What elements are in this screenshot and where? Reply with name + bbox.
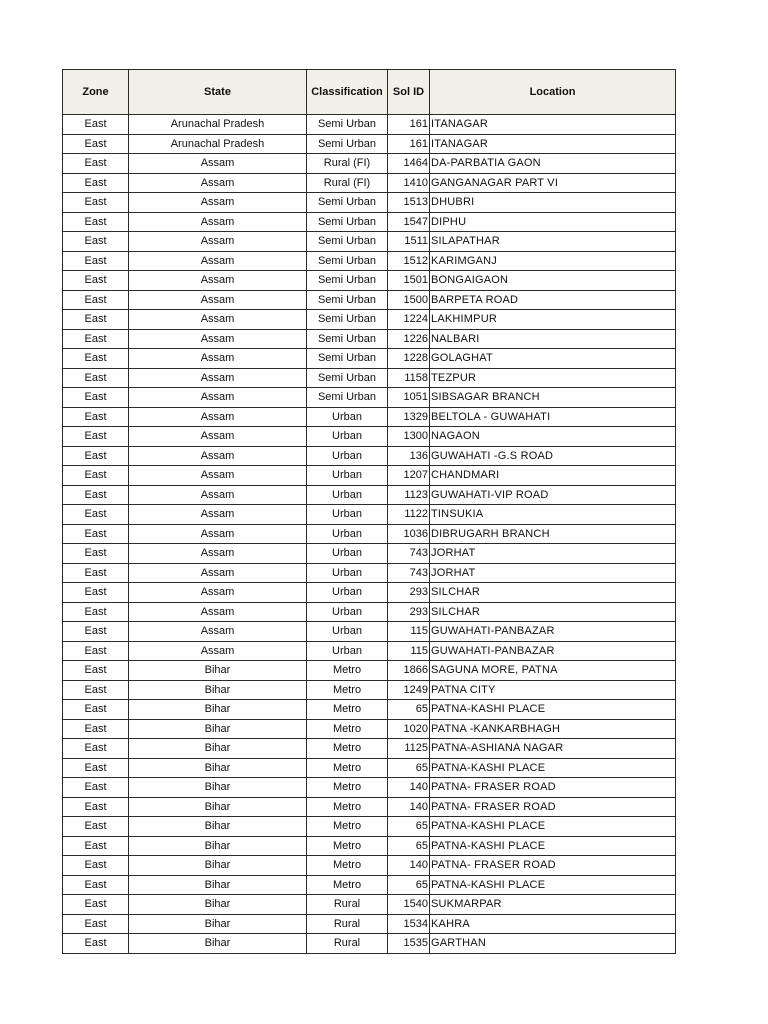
table-row <box>63 290 676 310</box>
cell-classification: Metro <box>307 719 388 739</box>
cell-location: GANGANAGAR PART VI <box>430 173 676 193</box>
cell-classification: Urban <box>307 563 388 583</box>
cell-zone: East <box>63 212 129 232</box>
cell-sol-id: 1122 <box>388 505 430 525</box>
table-row <box>63 661 676 681</box>
cell-state: Assam <box>129 485 307 505</box>
cell-location: PATNA-KASHI PLACE <box>430 836 676 856</box>
table-row <box>63 739 676 759</box>
cell-state: Assam <box>129 251 307 271</box>
table-row <box>63 407 676 427</box>
cell-location: TINSUKIA <box>430 505 676 525</box>
cell-sol-id: 1547 <box>388 212 430 232</box>
table-row <box>63 836 676 856</box>
cell-classification: Semi Urban <box>307 193 388 213</box>
cell-location: PATNA-KASHI PLACE <box>430 700 676 720</box>
cell-zone: East <box>63 349 129 369</box>
cell-location: BONGAIGAON <box>430 271 676 291</box>
cell-state: Bihar <box>129 914 307 934</box>
cell-classification: Metro <box>307 797 388 817</box>
header-state: State <box>129 70 307 115</box>
header-location: Location <box>430 70 676 115</box>
cell-zone: East <box>63 524 129 544</box>
cell-state: Assam <box>129 602 307 622</box>
cell-location: PATNA-ASHIANA NAGAR <box>430 739 676 759</box>
cell-state: Assam <box>129 446 307 466</box>
table-row <box>63 173 676 193</box>
cell-classification: Semi Urban <box>307 329 388 349</box>
table-row <box>63 758 676 778</box>
table-row <box>63 212 676 232</box>
cell-location: DA-PARBATIA GAON <box>430 154 676 174</box>
header-zone: Zone <box>63 70 129 115</box>
cell-zone: East <box>63 485 129 505</box>
cell-location: GOLAGHAT <box>430 349 676 369</box>
cell-location: ITANAGAR <box>430 134 676 154</box>
cell-classification: Semi Urban <box>307 115 388 135</box>
cell-sol-id: 161 <box>388 134 430 154</box>
cell-sol-id: 1300 <box>388 427 430 447</box>
cell-location: PATNA- FRASER ROAD <box>430 778 676 798</box>
cell-sol-id: 743 <box>388 563 430 583</box>
cell-state: Assam <box>129 193 307 213</box>
cell-state: Bihar <box>129 758 307 778</box>
cell-state: Assam <box>129 407 307 427</box>
table-body <box>63 115 676 954</box>
cell-classification: Rural (FI) <box>307 173 388 193</box>
cell-location: PATNA-KASHI PLACE <box>430 758 676 778</box>
cell-location: GARTHAN <box>430 934 676 954</box>
cell-location: SILAPATHAR <box>430 232 676 252</box>
cell-state: Assam <box>129 173 307 193</box>
cell-state: Assam <box>129 290 307 310</box>
cell-location: BELTOLA - GUWAHATI <box>430 407 676 427</box>
table-row <box>63 427 676 447</box>
cell-zone: East <box>63 836 129 856</box>
cell-location: TEZPUR <box>430 368 676 388</box>
cell-state: Bihar <box>129 895 307 915</box>
cell-location: GUWAHATI-PANBAZAR <box>430 641 676 661</box>
table-row <box>63 271 676 291</box>
cell-sol-id: 1036 <box>388 524 430 544</box>
cell-classification: Metro <box>307 836 388 856</box>
cell-state: Bihar <box>129 934 307 954</box>
cell-classification: Rural <box>307 895 388 915</box>
cell-location: GUWAHATI -G.S ROAD <box>430 446 676 466</box>
cell-zone: East <box>63 680 129 700</box>
cell-classification: Semi Urban <box>307 368 388 388</box>
cell-state: Assam <box>129 329 307 349</box>
cell-sol-id: 65 <box>388 700 430 720</box>
cell-location: SIBSAGAR BRANCH <box>430 388 676 408</box>
table-row <box>63 602 676 622</box>
table-row <box>63 524 676 544</box>
cell-sol-id: 161 <box>388 115 430 135</box>
cell-state: Bihar <box>129 817 307 837</box>
cell-state: Bihar <box>129 778 307 798</box>
cell-classification: Metro <box>307 739 388 759</box>
cell-zone: East <box>63 895 129 915</box>
table-row <box>63 466 676 486</box>
cell-location: CHANDMARI <box>430 466 676 486</box>
cell-state: Bihar <box>129 700 307 720</box>
cell-zone: East <box>63 758 129 778</box>
cell-classification: Metro <box>307 680 388 700</box>
cell-zone: East <box>63 329 129 349</box>
cell-classification: Urban <box>307 544 388 564</box>
cell-classification: Urban <box>307 466 388 486</box>
cell-classification: Urban <box>307 446 388 466</box>
table-row <box>63 680 676 700</box>
cell-zone: East <box>63 505 129 525</box>
cell-classification: Metro <box>307 817 388 837</box>
cell-sol-id: 115 <box>388 641 430 661</box>
cell-state: Bihar <box>129 739 307 759</box>
table-row <box>63 251 676 271</box>
table-row <box>63 856 676 876</box>
cell-zone: East <box>63 817 129 837</box>
cell-sol-id: 140 <box>388 797 430 817</box>
table-row <box>63 914 676 934</box>
cell-sol-id: 293 <box>388 583 430 603</box>
cell-location: PATNA -KANKARBHAGH <box>430 719 676 739</box>
cell-zone: East <box>63 427 129 447</box>
cell-zone: East <box>63 407 129 427</box>
cell-location: PATNA- FRASER ROAD <box>430 856 676 876</box>
table-row <box>63 388 676 408</box>
cell-classification: Semi Urban <box>307 232 388 252</box>
cell-classification: Urban <box>307 524 388 544</box>
table-row <box>63 368 676 388</box>
cell-state: Bihar <box>129 661 307 681</box>
cell-location: SUKMARPAR <box>430 895 676 915</box>
cell-sol-id: 1535 <box>388 934 430 954</box>
cell-zone: East <box>63 251 129 271</box>
cell-zone: East <box>63 154 129 174</box>
cell-state: Assam <box>129 524 307 544</box>
table-row <box>63 700 676 720</box>
table-row <box>63 232 676 252</box>
cell-sol-id: 1500 <box>388 290 430 310</box>
cell-zone: East <box>63 173 129 193</box>
cell-sol-id: 1228 <box>388 349 430 369</box>
cell-classification: Metro <box>307 856 388 876</box>
cell-classification: Semi Urban <box>307 388 388 408</box>
cell-zone: East <box>63 232 129 252</box>
cell-sol-id: 1464 <box>388 154 430 174</box>
cell-zone: East <box>63 719 129 739</box>
cell-zone: East <box>63 368 129 388</box>
table-row <box>63 875 676 895</box>
cell-zone: East <box>63 797 129 817</box>
cell-zone: East <box>63 544 129 564</box>
cell-sol-id: 1249 <box>388 680 430 700</box>
cell-sol-id: 1512 <box>388 251 430 271</box>
cell-zone: East <box>63 290 129 310</box>
cell-zone: East <box>63 583 129 603</box>
cell-location: DHUBRI <box>430 193 676 213</box>
cell-sol-id: 1226 <box>388 329 430 349</box>
cell-sol-id: 1513 <box>388 193 430 213</box>
table-row <box>63 505 676 525</box>
table-row <box>63 563 676 583</box>
table-row <box>63 154 676 174</box>
table-row <box>63 310 676 330</box>
cell-zone: East <box>63 563 129 583</box>
cell-location: SILCHAR <box>430 583 676 603</box>
cell-state: Arunachal Pradesh <box>129 115 307 135</box>
cell-sol-id: 1020 <box>388 719 430 739</box>
cell-classification: Semi Urban <box>307 251 388 271</box>
cell-state: Assam <box>129 427 307 447</box>
cell-location: ITANAGAR <box>430 115 676 135</box>
cell-sol-id: 1224 <box>388 310 430 330</box>
cell-sol-id: 1158 <box>388 368 430 388</box>
cell-classification: Metro <box>307 700 388 720</box>
cell-state: Assam <box>129 349 307 369</box>
cell-state: Bihar <box>129 875 307 895</box>
branch-table <box>62 69 676 954</box>
cell-state: Assam <box>129 583 307 603</box>
cell-classification: Semi Urban <box>307 212 388 232</box>
header-classification: Classification <box>307 70 388 115</box>
cell-sol-id: 1511 <box>388 232 430 252</box>
cell-location: DIBRUGARH BRANCH <box>430 524 676 544</box>
cell-location: PATNA-KASHI PLACE <box>430 875 676 895</box>
cell-state: Assam <box>129 563 307 583</box>
cell-classification: Rural <box>307 934 388 954</box>
cell-zone: East <box>63 739 129 759</box>
cell-state: Assam <box>129 505 307 525</box>
cell-zone: East <box>63 310 129 330</box>
cell-location: KAHRA <box>430 914 676 934</box>
table-row <box>63 544 676 564</box>
cell-state: Bihar <box>129 836 307 856</box>
cell-zone: East <box>63 193 129 213</box>
cell-zone: East <box>63 856 129 876</box>
table-row <box>63 193 676 213</box>
cell-location: KARIMGANJ <box>430 251 676 271</box>
cell-sol-id: 1329 <box>388 407 430 427</box>
cell-zone: East <box>63 700 129 720</box>
cell-classification: Metro <box>307 875 388 895</box>
cell-zone: East <box>63 388 129 408</box>
cell-classification: Urban <box>307 505 388 525</box>
cell-state: Assam <box>129 466 307 486</box>
cell-sol-id: 65 <box>388 817 430 837</box>
cell-sol-id: 1207 <box>388 466 430 486</box>
cell-sol-id: 1501 <box>388 271 430 291</box>
cell-location: SAGUNA MORE, PATNA <box>430 661 676 681</box>
cell-zone: East <box>63 446 129 466</box>
table-row <box>63 583 676 603</box>
cell-sol-id: 1866 <box>388 661 430 681</box>
cell-zone: East <box>63 602 129 622</box>
cell-classification: Urban <box>307 485 388 505</box>
cell-state: Bihar <box>129 680 307 700</box>
table-row <box>63 349 676 369</box>
cell-state: Assam <box>129 271 307 291</box>
cell-classification: Rural <box>307 914 388 934</box>
cell-zone: East <box>63 914 129 934</box>
cell-zone: East <box>63 271 129 291</box>
cell-location: GUWAHATI-PANBAZAR <box>430 622 676 642</box>
cell-classification: Metro <box>307 758 388 778</box>
cell-zone: East <box>63 934 129 954</box>
cell-sol-id: 1534 <box>388 914 430 934</box>
cell-sol-id: 65 <box>388 758 430 778</box>
cell-sol-id: 1540 <box>388 895 430 915</box>
cell-zone: East <box>63 134 129 154</box>
cell-state: Bihar <box>129 719 307 739</box>
table-row <box>63 134 676 154</box>
table-row <box>63 778 676 798</box>
cell-classification: Semi Urban <box>307 271 388 291</box>
table-row <box>63 622 676 642</box>
cell-location: PATNA-KASHI PLACE <box>430 817 676 837</box>
cell-location: GUWAHATI-VIP ROAD <box>430 485 676 505</box>
cell-location: PATNA- FRASER ROAD <box>430 797 676 817</box>
cell-location: SILCHAR <box>430 602 676 622</box>
cell-classification: Urban <box>307 641 388 661</box>
cell-zone: East <box>63 466 129 486</box>
table-row <box>63 934 676 954</box>
cell-state: Assam <box>129 641 307 661</box>
cell-sol-id: 65 <box>388 875 430 895</box>
cell-classification: Rural (FI) <box>307 154 388 174</box>
cell-sol-id: 65 <box>388 836 430 856</box>
table-row <box>63 485 676 505</box>
cell-state: Assam <box>129 310 307 330</box>
cell-sol-id: 136 <box>388 446 430 466</box>
cell-classification: Urban <box>307 407 388 427</box>
table-row <box>63 115 676 135</box>
cell-classification: Metro <box>307 778 388 798</box>
cell-location: JORHAT <box>430 544 676 564</box>
cell-state: Bihar <box>129 856 307 876</box>
cell-location: PATNA CITY <box>430 680 676 700</box>
cell-zone: East <box>63 622 129 642</box>
cell-location: NALBARI <box>430 329 676 349</box>
cell-sol-id: 140 <box>388 856 430 876</box>
table-row <box>63 817 676 837</box>
table-row <box>63 719 676 739</box>
cell-state: Assam <box>129 368 307 388</box>
cell-classification: Semi Urban <box>307 349 388 369</box>
header-row <box>63 70 676 115</box>
cell-location: BARPETA ROAD <box>430 290 676 310</box>
table-row <box>63 329 676 349</box>
cell-location: JORHAT <box>430 563 676 583</box>
cell-state: Assam <box>129 232 307 252</box>
cell-classification: Semi Urban <box>307 290 388 310</box>
cell-classification: Semi Urban <box>307 134 388 154</box>
cell-zone: East <box>63 641 129 661</box>
cell-state: Assam <box>129 622 307 642</box>
cell-classification: Metro <box>307 661 388 681</box>
table-row <box>63 797 676 817</box>
cell-location: NAGAON <box>430 427 676 447</box>
cell-sol-id: 1125 <box>388 739 430 759</box>
cell-state: Assam <box>129 388 307 408</box>
cell-state: Assam <box>129 212 307 232</box>
cell-location: DIPHU <box>430 212 676 232</box>
cell-classification: Urban <box>307 602 388 622</box>
cell-state: Arunachal Pradesh <box>129 134 307 154</box>
table-row <box>63 895 676 915</box>
table-row <box>63 641 676 661</box>
cell-zone: East <box>63 661 129 681</box>
cell-classification: Urban <box>307 583 388 603</box>
cell-sol-id: 1123 <box>388 485 430 505</box>
cell-sol-id: 743 <box>388 544 430 564</box>
table-header <box>63 70 676 115</box>
cell-classification: Semi Urban <box>307 310 388 330</box>
cell-sol-id: 140 <box>388 778 430 798</box>
cell-sol-id: 115 <box>388 622 430 642</box>
cell-zone: East <box>63 115 129 135</box>
cell-state: Assam <box>129 544 307 564</box>
cell-location: LAKHIMPUR <box>430 310 676 330</box>
table-row <box>63 446 676 466</box>
branch-table-container <box>62 69 675 954</box>
cell-sol-id: 1051 <box>388 388 430 408</box>
cell-state: Assam <box>129 154 307 174</box>
cell-sol-id: 293 <box>388 602 430 622</box>
cell-zone: East <box>63 875 129 895</box>
cell-state: Bihar <box>129 797 307 817</box>
cell-sol-id: 1410 <box>388 173 430 193</box>
cell-classification: Urban <box>307 622 388 642</box>
cell-zone: East <box>63 778 129 798</box>
header-sol-id: Sol ID <box>388 70 430 115</box>
cell-classification: Urban <box>307 427 388 447</box>
